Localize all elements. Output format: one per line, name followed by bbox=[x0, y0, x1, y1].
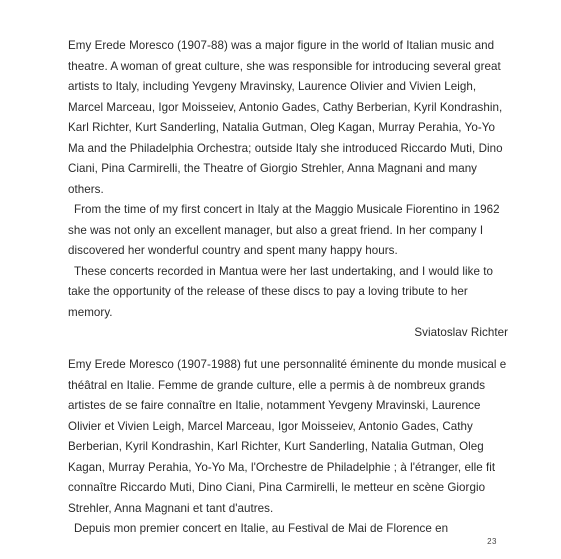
french-paragraph-1: Emy Erede Moresco (1907-1988) fut une personnalité éminente du monde musical e théâtral en Italie. Femme de grande culture, elle a permis à de nombreux grands artistes de se faire connaître en Italie, notamment Yevgeny Mravinski, Laurence Olivier et Vivien Leigh, Marcel Marceau, Igor Moisseiev, Antonio Gades, Cathy Berberian, Kyril Kondrashin, Karl Richter, Kurt Sanderling, Natalia Gutman, Oleg Kagan, Murray Perahia, Yo-Yo Ma, l'Orchestre de Philadelphie ; à l'étranger, elle fit connaître Riccardo Muti, Dino Ciani, Pina Carmirelli, le metteur en scène Giorgio Strehler, Anna Magnani et tant d'autres. bbox=[68, 358, 507, 515]
english-paragraph-2: From the time of my first concert in Italy at the Maggio Musicale Fiorentino in 1962 she was not only an excellent manager, but also a great friend. In her company I discovered her wonderful country and spent many happy hours. bbox=[68, 203, 500, 257]
french-text-block bbox=[68, 355, 508, 540]
signature: Sviatoslav Richter bbox=[414, 326, 508, 339]
english-paragraph-3: These concerts recorded in Mantua were her last undertaking, and I would like to take the opportunity of the release of these discs to pay a loving tribute to her memory. bbox=[68, 264, 494, 319]
page-number: 23 bbox=[487, 537, 497, 546]
english-paragraph-1: Emy Erede Moresco (1907-88) was a major figure in the world of Italian music and theatre. A woman of great culture, she was responsible for introducing several great artists to Italy, including Yevgeny Mravinsky, Laurence Olivier and Vivien Leigh, Marcel Marceau, Igor Moisseiev, Antonio Gades, Cathy Berberian, Kyril Kondrashin, Karl Richter, Kurt Sanderling, Natalia Gutman, Oleg Kagan, Murray Perahia, Yo-Yo Ma and the Philadelphia Orchestra; outside Italy she introduced Riccardo Muti, Dino Ciani, Pina Carmirelli, the Theatre of Giorgio Strehler, Anna Magnani and many others. bbox=[68, 39, 503, 196]
french-paragraph-2: Depuis mon premier concert en Italie, au Festival de Mai de Florence en bbox=[74, 522, 449, 535]
english-text-block bbox=[68, 36, 508, 344]
